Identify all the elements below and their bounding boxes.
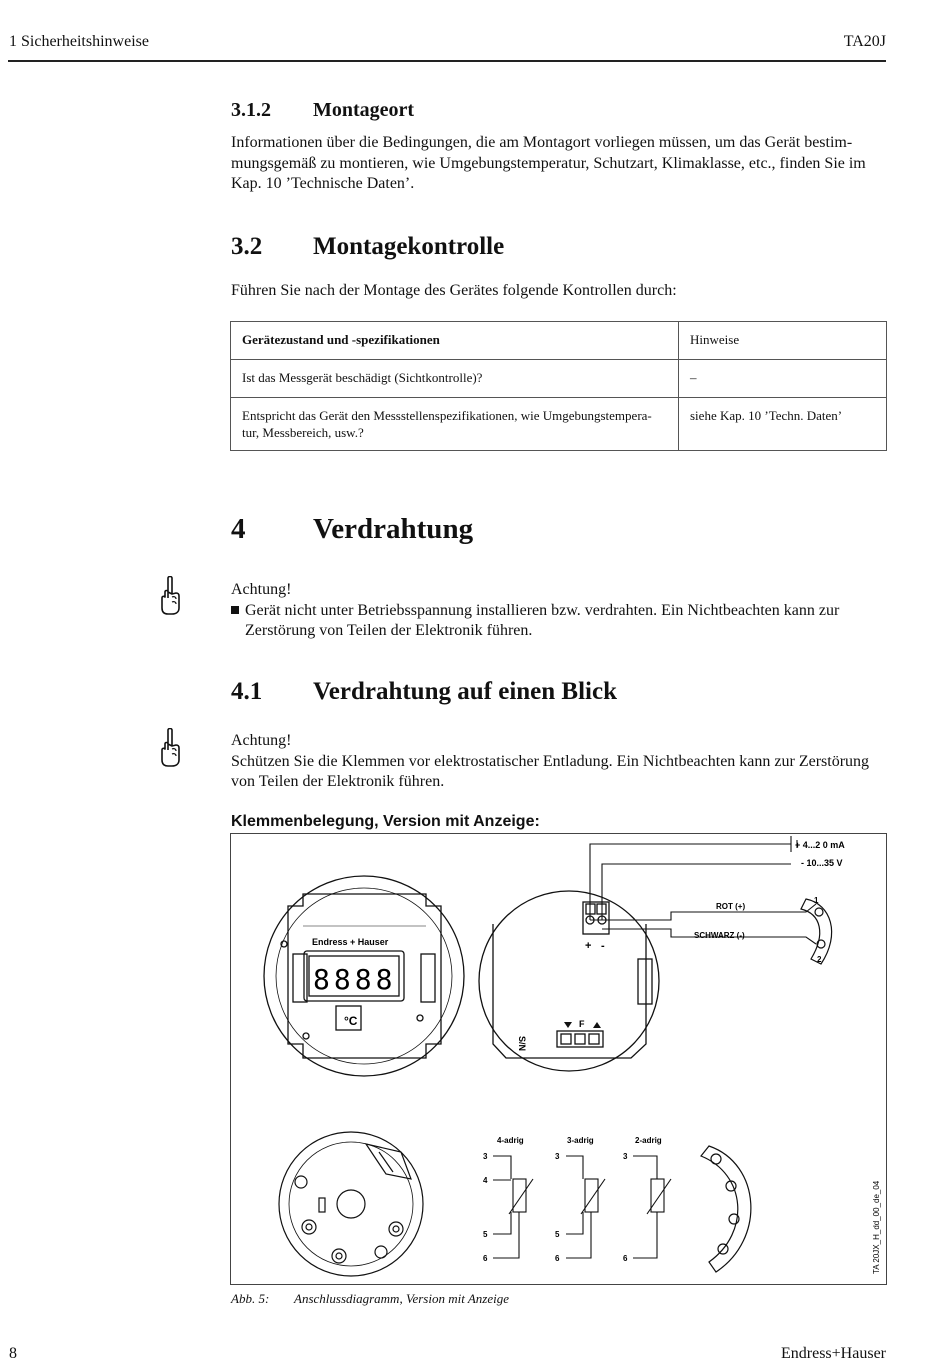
heading-4-number: 4 xyxy=(231,513,246,545)
table-header-row xyxy=(231,322,887,360)
header-product: TA20J xyxy=(843,33,886,50)
table-cell: siehe Kap. 10 ’Techn. Daten’ xyxy=(679,398,887,451)
heading-32-title: Montagekontrolle xyxy=(313,233,505,260)
heading-312-title: Montageort xyxy=(313,99,415,121)
caution-text: Gerät nicht unter Betriebsspannung installieren bzw. verdrahten. Ein Nichtbeachten kann zur Zerstörung von Teilen der Elektronik führen. xyxy=(245,601,840,639)
table-header-cell: Hinweise xyxy=(679,322,887,360)
supply-wires xyxy=(590,836,816,944)
header-rule xyxy=(8,60,886,62)
pin-6-label: 6 xyxy=(623,1254,628,1263)
caution-bullet-item xyxy=(231,601,887,642)
table-cell: – xyxy=(679,360,887,398)
caution-label: Achtung! xyxy=(231,581,292,598)
header-chapter: 1 Sicherheitshinweise xyxy=(9,33,149,50)
heading-32-number: 3.2 xyxy=(231,233,263,260)
sensor-3-wire xyxy=(566,1156,605,1258)
section-32-intro: Führen Sie nach der Montage des Gerätes folgende Kontrollen durch: xyxy=(231,282,677,299)
heading-312 xyxy=(231,99,414,122)
sensor-connector xyxy=(701,1146,751,1272)
wire-red: ROT (+) xyxy=(716,902,746,911)
pin-5-label: 5 xyxy=(483,1230,488,1239)
heading-312-number: 3.1.2 xyxy=(231,99,271,121)
heading-41 xyxy=(231,678,617,706)
wiring-diagram xyxy=(230,833,887,1285)
caution-block-4 xyxy=(231,580,887,642)
sensor-2-wire xyxy=(633,1156,671,1258)
pin-3-label: 3 xyxy=(483,1152,488,1161)
sensor-3-label: 3-adrig xyxy=(567,1136,594,1145)
terminal-plus: + xyxy=(585,940,592,952)
bullet-square-icon xyxy=(231,606,239,614)
table-cell: Ist das Messgerät beschädigt (Sichtkontrolle)? xyxy=(231,360,679,398)
terminal-top-view xyxy=(279,1132,423,1276)
sensor-2-label: 2-adrig xyxy=(635,1136,662,1145)
pointing-hand-icon xyxy=(158,576,184,616)
control-table xyxy=(230,321,887,451)
wiring-diagram-svg xyxy=(231,834,886,1284)
sensor-4-label: 4-adrig xyxy=(497,1136,524,1145)
caption-text: Anschlussdiagramm, Version mit Anzeige xyxy=(294,1291,509,1306)
pin-4-label: 4 xyxy=(483,1176,488,1185)
table-header-cell: Gerätezustand und -spezifikationen xyxy=(231,322,679,360)
pin-2-label: 2 xyxy=(817,955,822,964)
table-row xyxy=(231,360,887,398)
heading-4-title: Verdrahtung xyxy=(313,513,474,545)
pin-3-label: 3 xyxy=(623,1152,628,1161)
page-number: 8 xyxy=(9,1345,17,1362)
pin-3-label: 3 xyxy=(555,1152,560,1161)
caution-text: Schützen Sie die Klemmen vor elektrostatischer Entladung. Ein Nichtbeachten kann zur Zerstörung von Teilen der Elektronik führen. xyxy=(231,752,870,790)
sn-label: S/N xyxy=(517,1036,527,1052)
display-digits: 8888 xyxy=(313,963,397,996)
figure-title: Klemmenbelegung, Version mit Anzeige: xyxy=(231,813,540,830)
caution-block-41 xyxy=(231,731,887,793)
table-row xyxy=(231,398,887,451)
footer-brand: Endress+Hauser xyxy=(781,1345,886,1362)
terminal-minus: - xyxy=(601,940,605,952)
pin-5-label: 5 xyxy=(555,1230,560,1239)
supply-voltage: - 10...35 V xyxy=(801,858,843,868)
caption-label: Abb. 5: xyxy=(231,1291,270,1306)
supply-current: + 4...2 0 mA xyxy=(795,840,845,850)
wire-black: SCHWARZ (-) xyxy=(694,931,745,940)
pin-1-label: 1 xyxy=(814,896,819,905)
heading-32 xyxy=(231,233,504,261)
unit-label: °C xyxy=(344,1014,358,1028)
figure-caption xyxy=(231,1291,509,1307)
table-cell: Entspricht das Gerät den Messstellenspezifikationen, wie Umgebungstempera-tur, Messbereich, usw.? xyxy=(231,398,679,451)
heading-41-title: Verdrahtung auf einen Blick xyxy=(313,678,617,705)
brand-label: Endress + Hauser xyxy=(312,937,389,947)
reference-code: TA 20JX_H_dd_00_de_04 xyxy=(872,1180,881,1274)
heading-4 xyxy=(231,513,473,546)
f-label: F xyxy=(579,1019,585,1029)
sensor-4-wire xyxy=(493,1156,533,1258)
heading-41-number: 4.1 xyxy=(231,678,263,705)
pointing-hand-icon xyxy=(158,728,184,768)
pin-6-label: 6 xyxy=(555,1254,560,1263)
transmitter-housing xyxy=(479,891,659,1071)
section-312-text: Informationen über die Bedingungen, die am Montagort vorliegen müssen, um das Gerät bestim-mungsgemäß zu montieren, wie Umgebungstemperatur, Schutzart, Klimaklasse, etc., finden Sie im Kap. 10 ’Technische Daten’. xyxy=(231,134,866,192)
caution-label: Achtung! xyxy=(231,732,292,749)
pin-6-label: 6 xyxy=(483,1254,488,1263)
